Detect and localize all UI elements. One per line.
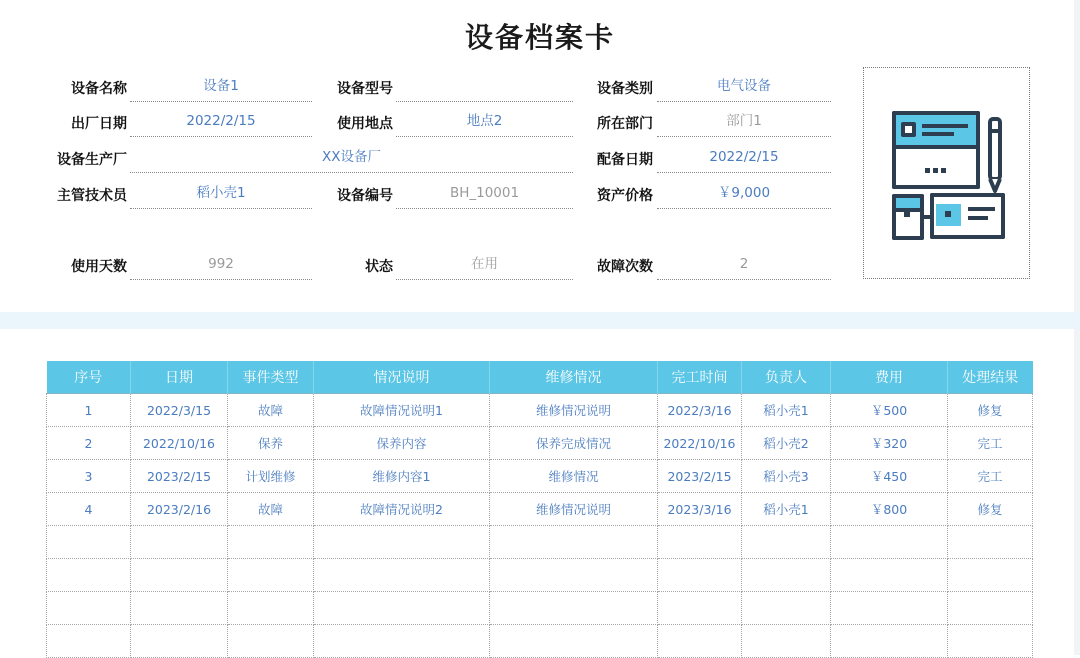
- cell-index[interactable]: 4: [47, 493, 131, 526]
- cell-cost[interactable]: ￥320: [831, 427, 948, 460]
- device-name-value[interactable]: 设备1: [130, 71, 312, 102]
- cell-cost[interactable]: ￥800: [831, 493, 948, 526]
- asset-price-label: 资产价格: [597, 188, 653, 204]
- asset-price-value[interactable]: ￥9,000: [657, 178, 831, 209]
- cell-description[interactable]: [314, 526, 490, 559]
- cell-event-type[interactable]: [228, 625, 314, 658]
- cell-cost[interactable]: [831, 526, 948, 559]
- cell-date[interactable]: 2023/2/15: [131, 460, 228, 493]
- cell-cost[interactable]: ￥500: [831, 394, 948, 427]
- cell-cost[interactable]: [831, 625, 948, 658]
- cell-result[interactable]: 完工: [948, 427, 1033, 460]
- table-row[interactable]: [47, 493, 1033, 526]
- assign-date-label: 配备日期: [597, 152, 653, 168]
- table-row[interactable]: [47, 526, 1033, 559]
- table-row[interactable]: [47, 592, 1033, 625]
- table-header-row: [47, 361, 1033, 394]
- cell-repair-status[interactable]: [490, 625, 658, 658]
- technician-label: 主管技术员: [57, 188, 127, 204]
- equipment-cards-icon: [864, 68, 1029, 278]
- usage-days-label: 使用天数: [71, 259, 127, 275]
- cell-index[interactable]: [47, 592, 131, 625]
- cell-result[interactable]: 完工: [948, 460, 1033, 493]
- device-model-value[interactable]: [396, 71, 573, 102]
- fault-count-value[interactable]: 2: [657, 249, 831, 280]
- cell-finish-time[interactable]: [658, 625, 742, 658]
- cell-index[interactable]: 2: [47, 427, 131, 460]
- cell-result[interactable]: [948, 526, 1033, 559]
- cell-event-type[interactable]: [228, 526, 314, 559]
- col-header-owner[interactable]: 负责人: [742, 361, 831, 394]
- cell-repair-status[interactable]: 维修情况: [490, 460, 658, 493]
- cell-repair-status[interactable]: 保养完成情况: [490, 427, 658, 460]
- cell-repair-status[interactable]: [490, 559, 658, 592]
- cell-owner[interactable]: [742, 526, 831, 559]
- col-header-description[interactable]: 情况说明: [314, 361, 490, 394]
- device-name-label: 设备名称: [71, 81, 127, 97]
- cell-finish-time[interactable]: [658, 559, 742, 592]
- usage-days-value[interactable]: 992: [130, 249, 312, 280]
- cell-description[interactable]: 故障情况说明1: [314, 394, 490, 427]
- cell-description[interactable]: 维修内容1: [314, 460, 490, 493]
- cell-repair-status[interactable]: [490, 526, 658, 559]
- device-no-label: 设备编号: [337, 188, 393, 204]
- col-header-cost[interactable]: 费用: [831, 361, 948, 394]
- cell-owner[interactable]: 稻小壳1: [742, 493, 831, 526]
- cell-finish-time[interactable]: [658, 592, 742, 625]
- cell-description[interactable]: 故障情况说明2: [314, 493, 490, 526]
- device-category-value[interactable]: 电气设备: [657, 71, 831, 102]
- cell-date[interactable]: [131, 625, 228, 658]
- department-value[interactable]: 部门1: [657, 106, 831, 137]
- cell-cost[interactable]: [831, 592, 948, 625]
- cell-owner[interactable]: [742, 625, 831, 658]
- table-row[interactable]: [47, 559, 1033, 592]
- cell-finish-time[interactable]: 2023/2/15: [658, 460, 742, 493]
- cell-owner[interactable]: 稻小壳3: [742, 460, 831, 493]
- cell-event-type[interactable]: 故障: [228, 493, 314, 526]
- col-header-event-type[interactable]: 事件类型: [228, 361, 314, 394]
- cell-date[interactable]: [131, 526, 228, 559]
- table-row[interactable]: [47, 427, 1033, 460]
- cell-date[interactable]: 2022/3/15: [131, 394, 228, 427]
- cell-description[interactable]: [314, 559, 490, 592]
- cell-result[interactable]: [948, 559, 1033, 592]
- device-model-label: 设备型号: [337, 81, 393, 97]
- cell-event-type[interactable]: 故障: [228, 394, 314, 427]
- cell-cost[interactable]: ￥450: [831, 460, 948, 493]
- cell-owner[interactable]: [742, 592, 831, 625]
- col-header-result[interactable]: 处理结果: [948, 361, 1033, 394]
- cell-date[interactable]: [131, 592, 228, 625]
- department-label: 所在部门: [597, 116, 653, 132]
- manufacturer-label: 设备生产厂: [57, 152, 127, 168]
- device-category-label: 设备类别: [597, 81, 653, 97]
- table-row[interactable]: [47, 394, 1033, 427]
- cell-finish-time[interactable]: 2022/3/16: [658, 394, 742, 427]
- col-header-date[interactable]: 日期: [131, 361, 228, 394]
- cell-finish-time[interactable]: 2022/10/16: [658, 427, 742, 460]
- col-header-finish-time[interactable]: 完工时间: [658, 361, 742, 394]
- location-value[interactable]: 地点2: [396, 106, 573, 137]
- cell-index[interactable]: [47, 526, 131, 559]
- device-image-box[interactable]: [863, 67, 1030, 279]
- cell-repair-status[interactable]: 维修情况说明: [490, 394, 658, 427]
- cell-index[interactable]: [47, 625, 131, 658]
- cell-index[interactable]: [47, 559, 131, 592]
- cell-cost[interactable]: [831, 559, 948, 592]
- cell-index[interactable]: 1: [47, 394, 131, 427]
- cell-event-type[interactable]: [228, 592, 314, 625]
- cell-date[interactable]: [131, 559, 228, 592]
- cell-description[interactable]: [314, 625, 490, 658]
- factory-date-label: 出厂日期: [71, 116, 127, 132]
- cell-result[interactable]: 修复: [948, 493, 1033, 526]
- fault-count-label: 故障次数: [597, 259, 653, 275]
- table-row[interactable]: [47, 460, 1033, 493]
- assign-date-value[interactable]: 2022/2/15: [657, 142, 831, 173]
- cell-result[interactable]: 修复: [948, 394, 1033, 427]
- cell-owner[interactable]: [742, 559, 831, 592]
- status-label: 状态: [365, 259, 393, 275]
- cell-date[interactable]: 2023/2/16: [131, 493, 228, 526]
- maintenance-log-table: [46, 361, 1033, 658]
- cell-event-type[interactable]: [228, 559, 314, 592]
- cell-finish-time[interactable]: 2023/3/16: [658, 493, 742, 526]
- cell-description[interactable]: 保养内容: [314, 427, 490, 460]
- col-header-index[interactable]: 序号: [47, 361, 131, 394]
- device-no-value[interactable]: BH_10001: [396, 178, 573, 209]
- cell-event-type[interactable]: 保养: [228, 427, 314, 460]
- cell-date[interactable]: 2022/10/16: [131, 427, 228, 460]
- cell-repair-status[interactable]: [490, 592, 658, 625]
- cell-finish-time[interactable]: [658, 526, 742, 559]
- cell-owner[interactable]: 稻小壳1: [742, 394, 831, 427]
- factory-date-value[interactable]: 2022/2/15: [130, 106, 312, 137]
- manufacturer-value[interactable]: XX设备厂: [130, 142, 573, 173]
- cell-owner[interactable]: 稻小壳2: [742, 427, 831, 460]
- cell-repair-status[interactable]: 维修情况说明: [490, 493, 658, 526]
- technician-value[interactable]: 稻小壳1: [130, 178, 312, 209]
- table-row[interactable]: [47, 625, 1033, 658]
- status-value[interactable]: 在用: [396, 249, 573, 280]
- page-title: 设备档案卡: [464, 21, 615, 54]
- section-divider-band: [0, 312, 1080, 329]
- col-header-repair-status[interactable]: 维修情况: [490, 361, 658, 394]
- cell-index[interactable]: 3: [47, 460, 131, 493]
- cell-description[interactable]: [314, 592, 490, 625]
- cell-event-type[interactable]: 计划维修: [228, 460, 314, 493]
- cell-result[interactable]: [948, 592, 1033, 625]
- location-label: 使用地点: [337, 116, 393, 132]
- cell-result[interactable]: [948, 625, 1033, 658]
